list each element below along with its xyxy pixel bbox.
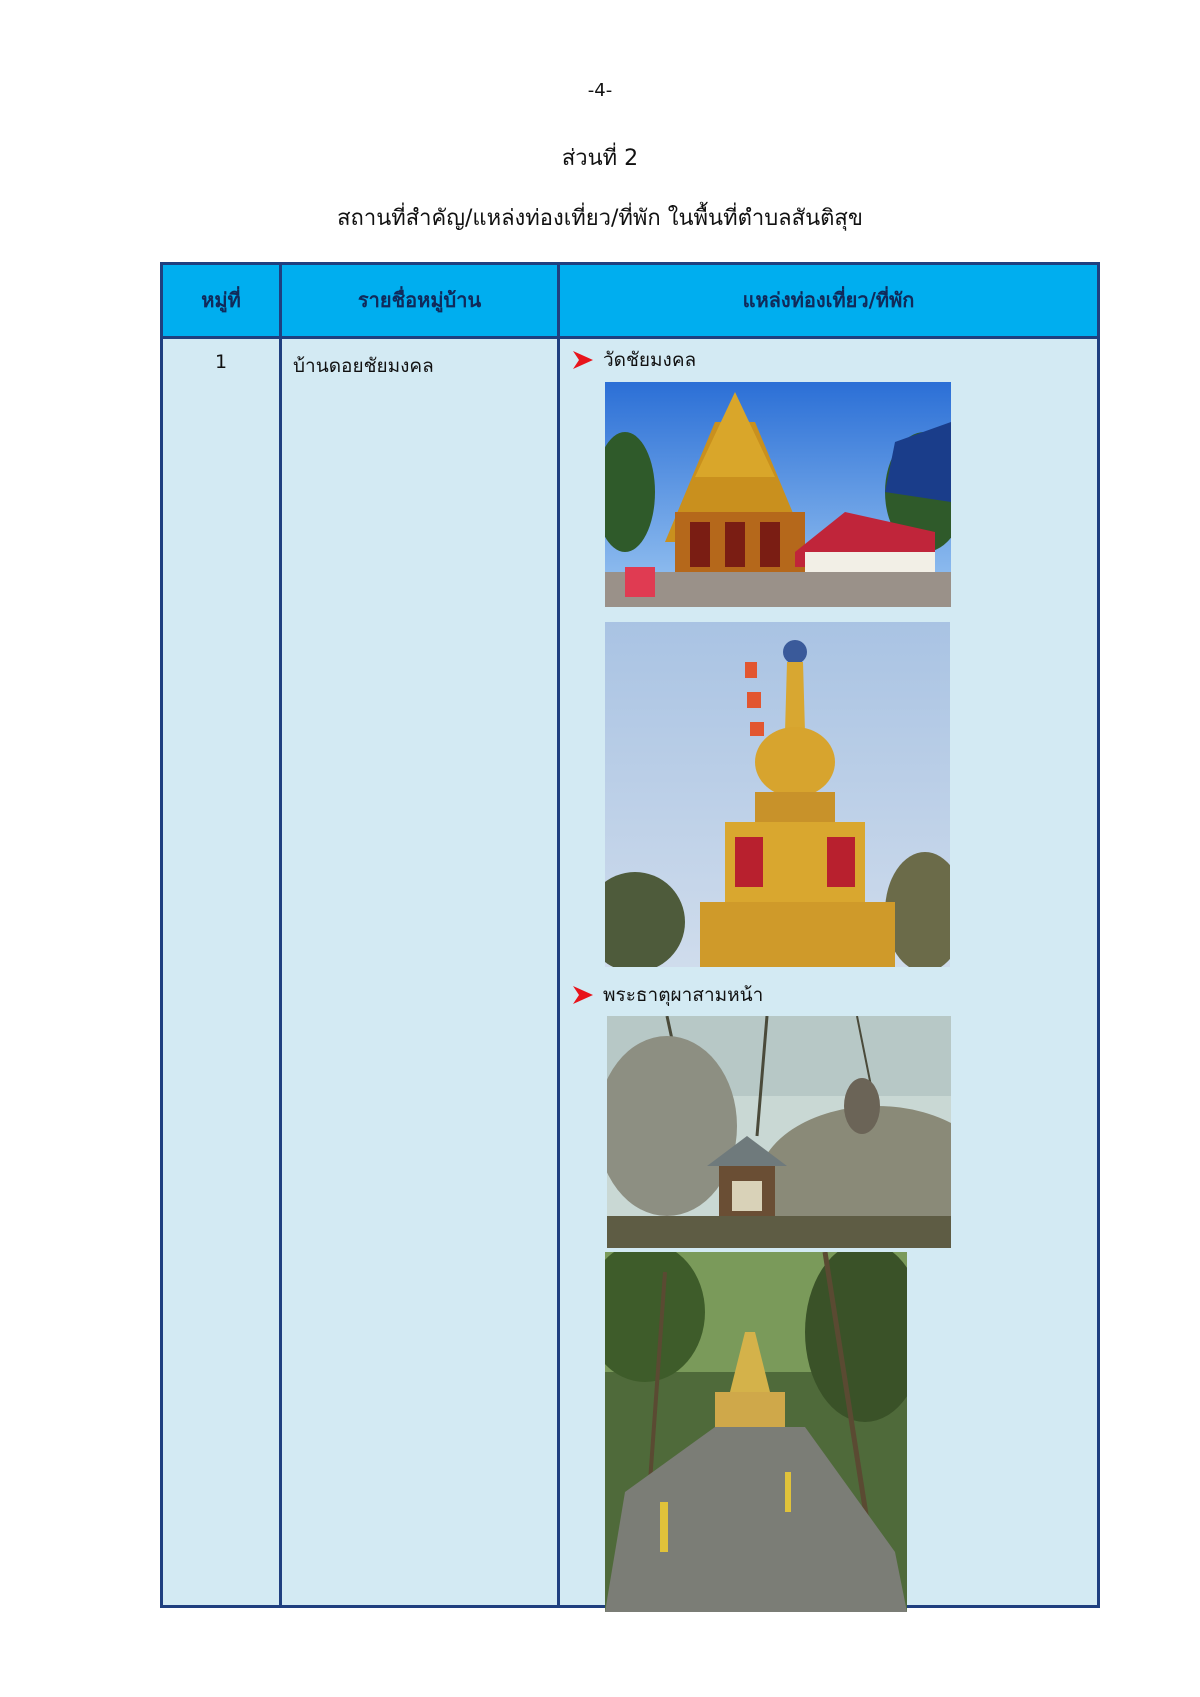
section-title: ส่วนที่ 2 bbox=[561, 146, 639, 171]
header-village-name: รายชื่อหมู่บ้าน bbox=[357, 288, 482, 312]
header-attractions: แหล่งท่องเที่ยว/ที่พัก bbox=[742, 288, 915, 312]
column-divider bbox=[557, 265, 560, 1605]
temple-hall-photo bbox=[605, 382, 951, 607]
red-arrow-bullet-icon bbox=[573, 986, 593, 1004]
village-name-cell: บ้านดอยชัยมงคล bbox=[293, 355, 434, 377]
page-number: -4- bbox=[587, 80, 613, 101]
page-subtitle: สถานที่สำคัญ/แหล่งท่องเที่ยว/ที่พัก ในพื้นที่ตำบลสันติสุข bbox=[337, 206, 863, 231]
place-item bbox=[573, 345, 696, 375]
rock-stupa-forest-photo bbox=[605, 1252, 907, 1612]
village-number-cell: 1 bbox=[214, 351, 228, 373]
header-village-number: หมู่ที่ bbox=[201, 288, 241, 312]
rock-shrine-photo bbox=[607, 1016, 951, 1248]
place-item bbox=[573, 980, 763, 1010]
table-header-row bbox=[163, 265, 1097, 339]
red-arrow-bullet-icon bbox=[573, 351, 593, 369]
place-name: วัดชัยมงคล bbox=[603, 349, 697, 371]
column-divider bbox=[279, 265, 282, 1605]
place-name: พระธาตุผาสามหน้า bbox=[603, 984, 764, 1006]
golden-stupa-photo bbox=[605, 622, 950, 967]
attractions-table bbox=[160, 262, 1100, 1608]
